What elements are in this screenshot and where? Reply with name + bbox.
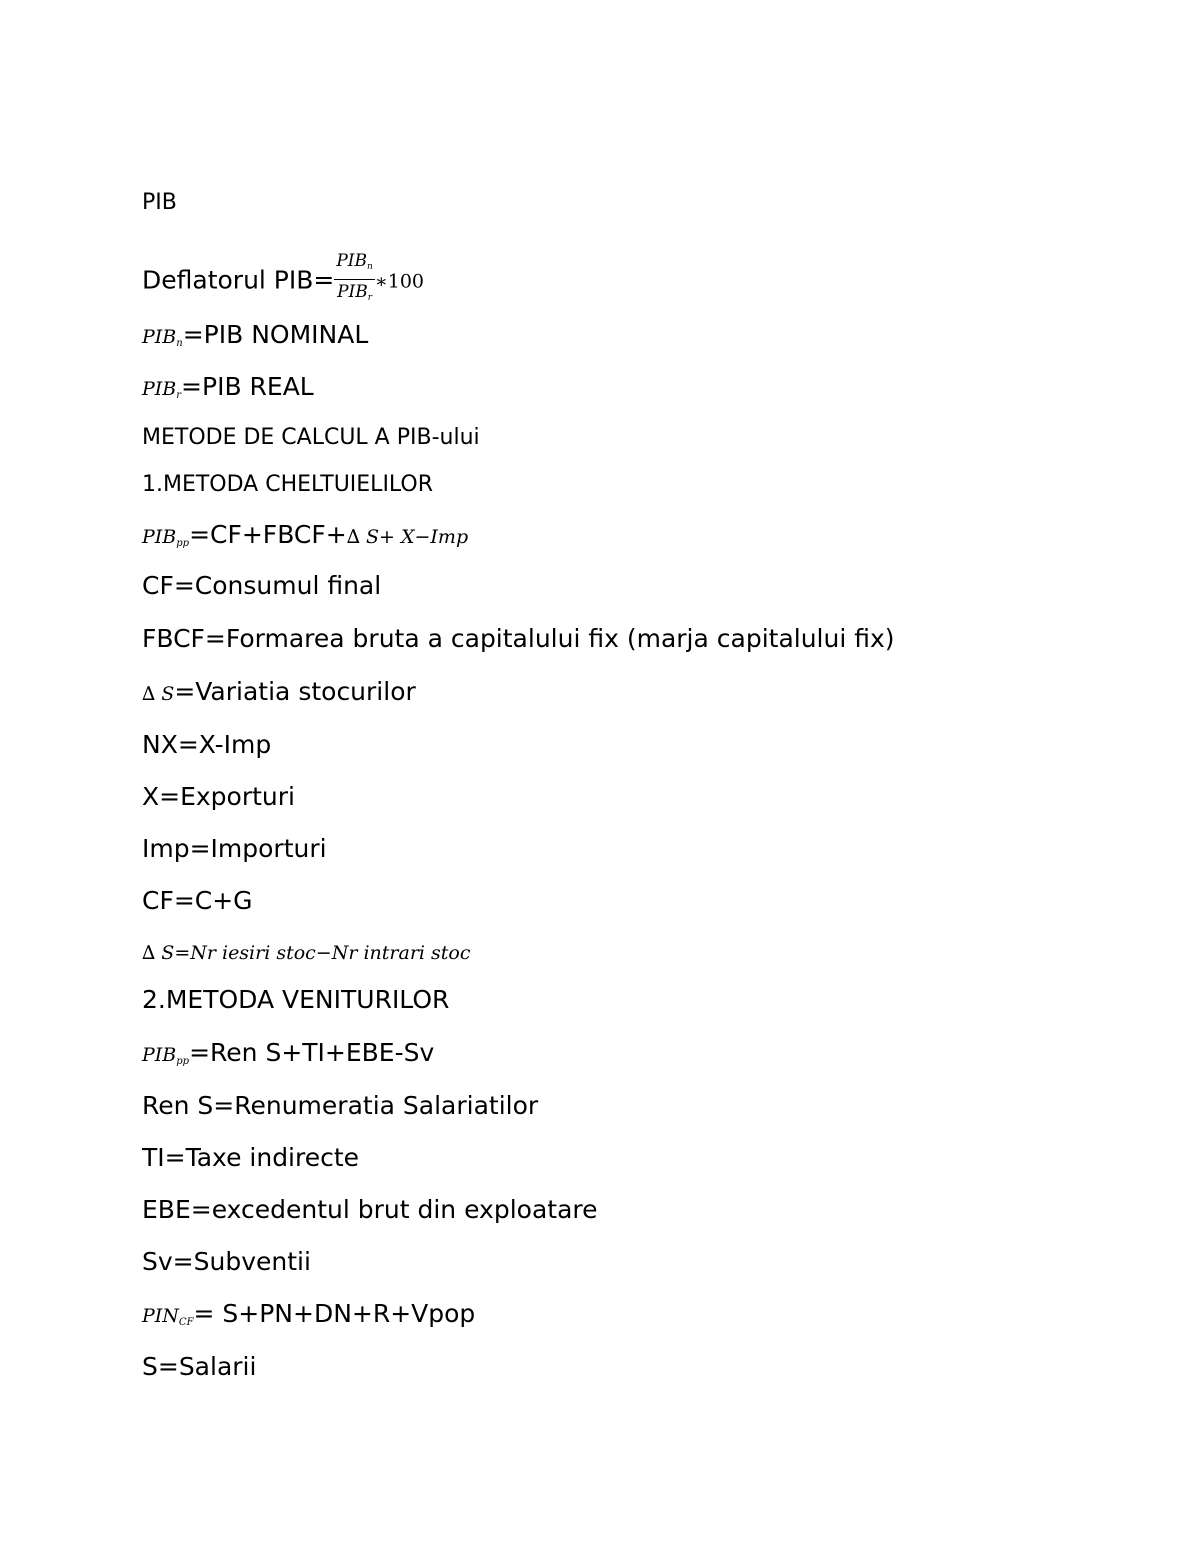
pin-formula — [142, 1299, 475, 1338]
fraction-numerator-sub: n — [367, 262, 373, 272]
ebe-definition: EBE=excedentul brut din exploatare — [142, 1195, 598, 1224]
pib-real-text: =PIB REAL — [181, 372, 314, 401]
pib-subscript: n — [176, 338, 183, 349]
pin-formula-text: = S+PN+DN+R+Vpop — [193, 1299, 476, 1328]
pib-subscript: pp — [176, 1056, 190, 1067]
ti-definition: TI=Taxe indirecte — [142, 1143, 360, 1172]
pib-real-def — [142, 372, 314, 411]
method2-title: 2.METODA VENITURILOR — [142, 985, 450, 1014]
pib-symbol: PIB — [142, 526, 177, 548]
pib-nominal-text: =PIB NOMINAL — [182, 320, 369, 349]
method1-title: 1.METODA CHELTUIELILOR — [142, 472, 434, 497]
nx-definition: NX=X-Imp — [142, 730, 272, 759]
pib-subscript: pp — [176, 538, 190, 549]
doc-heading: PIB — [142, 190, 177, 215]
pin-symbol: PIN — [142, 1305, 179, 1327]
pib-nominal-def — [142, 320, 368, 359]
deflator-multiplier: ∗100 — [374, 270, 424, 293]
fbcf-definition: FBCF=Formarea bruta a capitalului fix (marja capitalului fix) — [142, 624, 895, 653]
deflator-fraction — [334, 250, 374, 309]
fraction-denominator-sub: r — [367, 293, 373, 303]
method1-formula-tail: ∆ S+ X−Imp — [346, 526, 469, 548]
pib-symbol: PIB — [142, 326, 177, 348]
delta-s-symbol: ∆ S — [142, 683, 175, 705]
method1-formula-text: =CF+FBCF+ — [189, 520, 347, 549]
pin-subscript: CF — [178, 1317, 194, 1328]
method2-formula — [142, 1038, 434, 1077]
sv-definition: Sv=Subventii — [142, 1247, 311, 1276]
fraction-denominator: PIB — [337, 282, 368, 302]
deflator-label: Deflatorul PIB= — [142, 265, 335, 295]
x-definition: X=Exporturi — [142, 782, 295, 811]
imp-definition: Imp=Importuri — [142, 834, 327, 863]
fraction-numerator: PIB — [336, 251, 368, 271]
rens-definition: Ren S=Renumeratia Salariatilor — [142, 1091, 539, 1120]
methods-title: METODE DE CALCUL A PIB-ului — [142, 425, 480, 450]
cf-formula: CF=C+G — [142, 886, 253, 915]
pib-subscript: r — [176, 390, 182, 401]
method1-formula — [142, 520, 468, 559]
pib-symbol: PIB — [142, 1044, 177, 1066]
ds-definition-text: =Variatia stocurilor — [174, 677, 416, 706]
pib-symbol: PIB — [142, 378, 177, 400]
s-definition: S=Salarii — [142, 1352, 257, 1381]
ds-formula — [142, 936, 471, 968]
cf-definition: CF=Consumul final — [142, 571, 382, 600]
deflator-formula — [142, 252, 424, 311]
ds-definition — [142, 677, 416, 709]
ds-formula-math: ∆ S=Nr iesiri stoc−Nr intrari stoc — [142, 942, 471, 964]
method2-formula-text: =Ren S+TI+EBE-Sv — [189, 1038, 435, 1067]
